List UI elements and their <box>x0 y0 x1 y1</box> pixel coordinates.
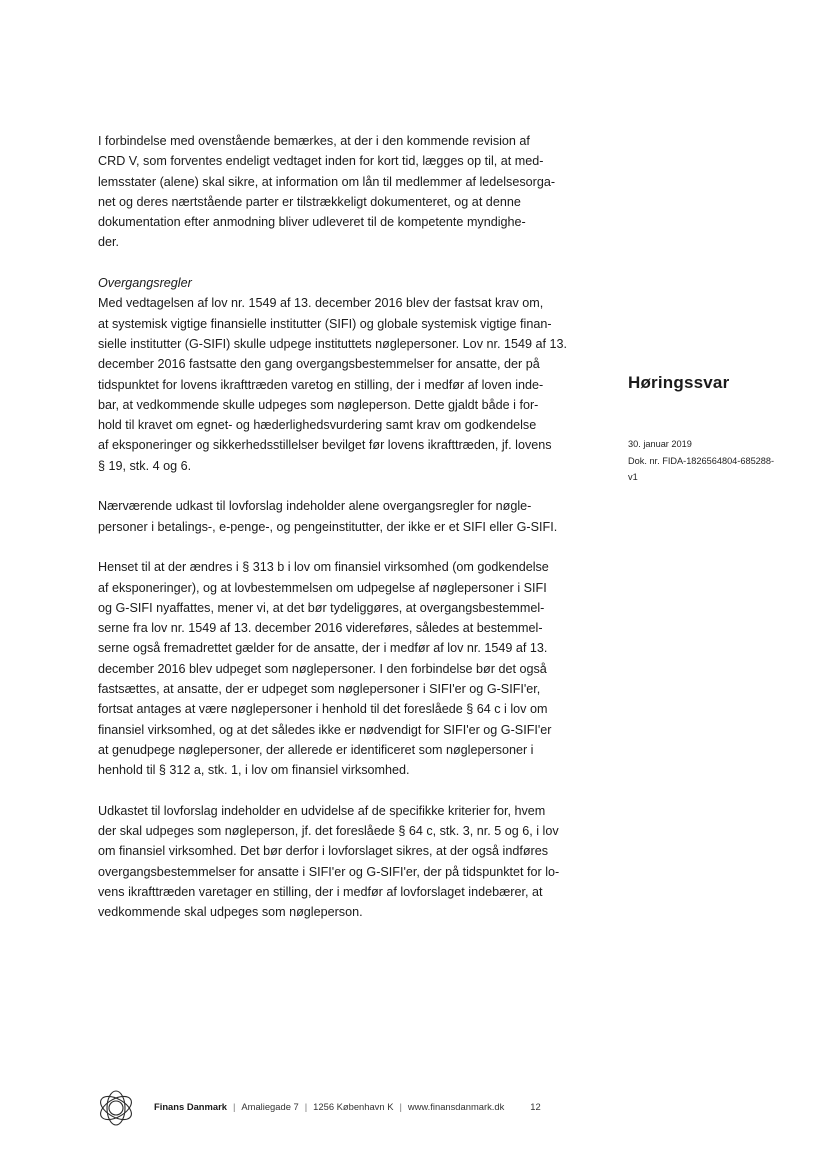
text-line: at systemisk vigtige finansielle institutter (SIFI) og globale systemisk vigtige finan- <box>98 316 552 331</box>
paragraph-crd-v <box>98 131 588 253</box>
document-body <box>98 131 588 943</box>
text-line: fortsat antages at være nøglepersoner i henhold til det foreslåede § 64 c i lov om <box>98 702 548 717</box>
footer-contact-line <box>154 1101 541 1112</box>
footer-organisation: Finans Danmark <box>154 1101 227 1112</box>
text-line: vens ikrafttræden varetager en stilling, der i medfør af lovforslaget indebærer, at <box>98 884 543 899</box>
footer-separator: | <box>304 1101 308 1112</box>
finans-danmark-logo-icon <box>96 1087 136 1129</box>
text-line: fastsættes, at ansatte, der er udpeget som nøglepersoner i SIFI'er og G-SIFI'er, <box>98 682 541 697</box>
text-line: der. <box>98 235 120 250</box>
text-line: og G-SIFI nyaffattes, mener vi, at det bør tydeliggøres, at overgangsbestemmel- <box>98 600 545 615</box>
paragraph-udvidelse <box>98 801 588 923</box>
footer-separator: | <box>399 1101 402 1112</box>
text-line: at genudpege nøglepersoner, der allerede er identificeret som nøglepersoner i <box>98 742 534 757</box>
text-line: der skal udpeges som nøgleperson, jf. det foreslåede § 64 c, stk. 3, nr. 5 og 6, i lov <box>98 824 559 839</box>
paragraph-henset <box>98 557 588 780</box>
text-line: CRD V, som forventes endeligt vedtaget inden for kort tid, lægges op til, at med- <box>98 154 544 169</box>
text-line: Nærværende udkast til lovforslag indeholder alene overgangsregler for nøgle- <box>98 499 532 514</box>
text-line: overgangsbestemmelser for ansatte i SIFI'er og G-SIFI'er, der på tidspunktet for lo- <box>98 864 560 879</box>
section-heading: Overgangsregler <box>98 276 192 291</box>
text-line: serne også fremadrettet gælder for de ansatte, der i medfør af lov nr. 1549 af 13. <box>98 641 548 656</box>
paragraph-udkast <box>98 496 588 537</box>
document-meta <box>628 436 774 486</box>
text-line: december 2016 blev udpeget som nøglepersoner. I den forbindelse bør det også <box>98 661 547 676</box>
footer-separator: | <box>232 1101 236 1112</box>
page-footer <box>96 1087 576 1129</box>
text-line: finansiel virksomhed, og at det således ikke er nødvendigt for SIFI'er og G-SIFI'er <box>98 722 552 737</box>
text-line: tidspunktet for lovens ikrafttræden varetog en stilling, der i medfør af loven inde- <box>98 377 544 392</box>
text-line: af eksponeringer), og at lovbestemmelsen om udpegelse af nøglepersoner i SIFI <box>98 580 547 595</box>
text-line: I forbindelse med ovenstående bemærkes, at der i den kommende revision af <box>98 134 530 148</box>
footer-address: Amaliegade 7 <box>241 1101 299 1112</box>
document-type-title: Høringssvar <box>628 373 730 392</box>
text-line: december 2016 fastsatte den gang overgangsbestemmelser for ansatte, der på <box>98 357 540 372</box>
document-number: Dok. nr. FIDA-1826564804-685288- <box>628 455 775 466</box>
text-line: Henset til at der ændres i § 313 b i lov om finansiel virksomhed (om godkendelse <box>98 560 549 575</box>
text-line: henhold til § 312 a, stk. 1, i lov om finansiel virksomhed. <box>98 763 410 778</box>
text-line: vedkommende skal udpeges som nøgleperson. <box>98 905 363 920</box>
text-line: Udkastet til lovforslag indeholder en udvidelse af de specifikke kriterier for, hvem <box>98 803 546 818</box>
footer-postal: 1256 København K <box>313 1101 394 1112</box>
text-line: net og deres nærtstående parter er tilstrækkeligt dokumenteret, og at denne <box>98 194 521 209</box>
document-date: 30. januar 2019 <box>628 439 692 449</box>
text-line: bar, at vedkommende skulle udpeges som nøgleperson. Dette gjaldt både i for- <box>98 397 539 412</box>
paragraph-vedtagelse <box>98 293 588 476</box>
text-line: dokumentation efter anmodning bliver udleveret til de kompetente myndighe- <box>98 215 526 230</box>
text-line: om finansiel virksomhed. Det bør derfor i lovforslaget sikres, at der også indføres <box>98 844 549 859</box>
footer-website-link[interactable]: www.finansdanmark.dk <box>407 1101 505 1112</box>
text-line: serne fra lov nr. 1549 af 13. december 2016 videreføres, således at bestemmel- <box>98 621 543 636</box>
text-line: Med vedtagelsen af lov nr. 1549 af 13. december 2016 blev der fastsat krav om, <box>98 296 544 311</box>
text-line: personer i betalings-, e-penge-, og pengeinstitutter, der ikke er et SIFI eller G-SIFI. <box>98 519 558 534</box>
text-line: af eksponeringer og sikkerhedsstillelser bevilget før lovens ikrafttræden, jf. lovens <box>98 438 552 453</box>
document-version: v1 <box>628 472 638 482</box>
text-line: hold til kravet om egnet- og hæderlighedsvurdering samt krav om godkendelse <box>98 418 537 433</box>
text-line: lemsstater (alene) skal sikre, at information om lån til medlemmer af ledelsesorga- <box>98 174 556 189</box>
text-line: § 19, stk. 4 og 6. <box>98 458 192 473</box>
page-number: 12 <box>530 1101 541 1112</box>
text-line: sielle institutter (G-SIFI) skulle udpege instituttets nøglepersoner. Lov nr. 1549 af 13. <box>98 336 568 351</box>
